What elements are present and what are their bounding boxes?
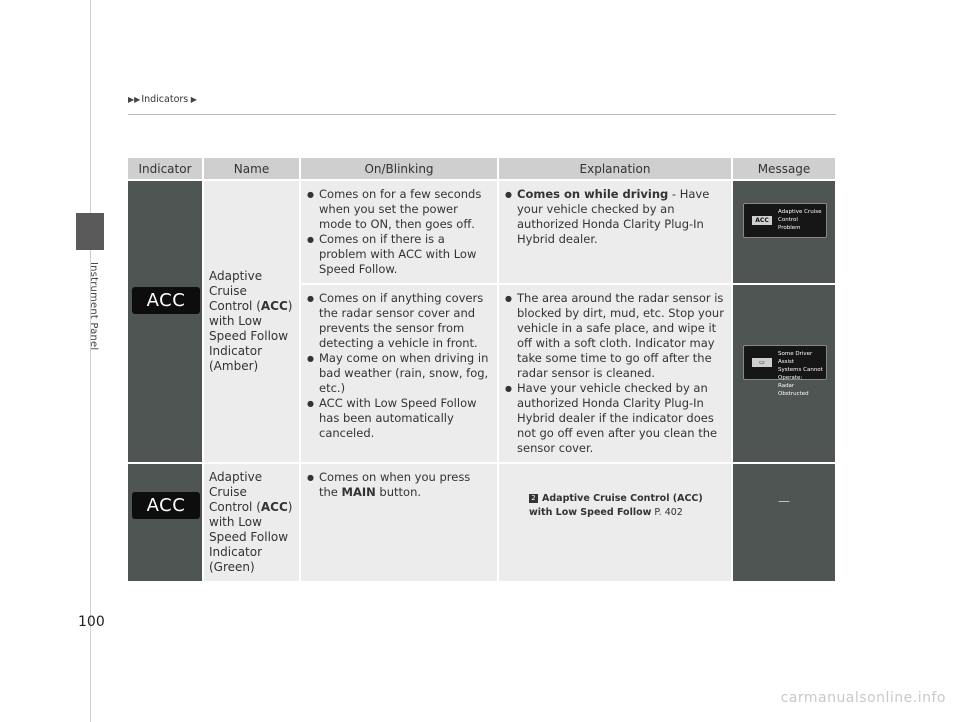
name-text: Adaptive Cruise Control ( xyxy=(209,470,263,514)
name-cell xyxy=(204,181,299,462)
message-display xyxy=(743,203,827,238)
breadcrumb-section[interactable]: Indicators xyxy=(141,94,189,105)
list-item: ● Comes on if there is a problem with ACC with Low Speed Follow. xyxy=(307,232,491,277)
radar-obstructed-icon: ▭ xyxy=(752,358,772,367)
cross-reference-link[interactable] xyxy=(499,464,731,520)
header-rule xyxy=(128,114,836,115)
header-explanation: Explanation xyxy=(499,158,731,179)
message-display xyxy=(743,345,827,397)
acc-message-icon: ACC xyxy=(752,216,772,225)
watermark: carmanualsonline.info xyxy=(780,690,946,706)
message-cell xyxy=(733,285,835,462)
on-bold: MAIN xyxy=(341,485,376,499)
list-item: ● Have your vehicle checked by an authorized Honda Clarity Plug-In Hybrid dealer if the indicator does not go off even after you clean the sensor cover. xyxy=(505,381,725,456)
list-item: ● Comes on if anything covers the radar sensor cover and prevents the sensor from detecting a vehicle in front. xyxy=(307,291,491,351)
indicator-table xyxy=(126,156,837,583)
on-blinking-cell xyxy=(301,181,497,283)
breadcrumb xyxy=(128,94,198,105)
list-item: ● ACC with Low Speed Follow has been automatically canceled. xyxy=(307,396,491,441)
list-item: ● Comes on for a few seconds when you set the power mode to ON, then goes off. xyxy=(307,187,491,232)
table-header-row xyxy=(128,158,835,179)
reference-icon: 2 xyxy=(529,494,538,503)
header-name: Name xyxy=(204,158,299,179)
page-number: 100 xyxy=(78,614,105,630)
acc-indicator-icon: ACC xyxy=(132,492,200,519)
explanation-cell xyxy=(499,464,731,581)
breadcrumb-arrow-icon: ▶▶ xyxy=(128,95,141,104)
on-text: Comes on when you press the xyxy=(319,470,471,499)
on-blinking-cell xyxy=(301,464,497,581)
message-cell xyxy=(733,181,835,283)
name-bold: ACC xyxy=(260,500,288,514)
list-item xyxy=(307,470,491,500)
name-bold: ACC xyxy=(260,299,288,313)
list-item: ● May come on when driving in bad weather (rain, snow, fog, etc.) xyxy=(307,351,491,396)
breadcrumb-arrow-icon: ▶ xyxy=(188,95,197,104)
on-blinking-cell xyxy=(301,285,497,462)
chapter-tab xyxy=(76,213,104,250)
name-text: ) with Low Speed Follow Indicator (Amber) xyxy=(209,299,293,373)
message-text: Some Driver Assist Systems Cannot Operate: Radar Obstructed xyxy=(778,351,823,397)
table-row xyxy=(128,464,835,581)
indicator-cell xyxy=(128,464,202,581)
header-indicator: Indicator xyxy=(128,158,202,179)
header-message: Message xyxy=(733,158,835,179)
name-text: Adaptive Cruise Control ( xyxy=(209,269,263,313)
reference-page: P. 402 xyxy=(651,507,683,518)
list-item xyxy=(505,187,725,247)
header-on-blinking: On/Blinking xyxy=(301,158,497,179)
message-cell: — xyxy=(733,464,835,581)
name-cell xyxy=(204,464,299,581)
explanation-text: - Have your vehicle checked by an authorized Honda Clarity Plug-In Hybrid dealer. xyxy=(517,187,710,246)
on-text: button. xyxy=(375,485,422,499)
reference-title: Adaptive Cruise Control (ACC) with Low Speed Follow xyxy=(529,493,703,518)
explanation-cell xyxy=(499,181,731,283)
acc-indicator-icon: ACC xyxy=(132,287,200,314)
table-row xyxy=(128,181,835,283)
message-text: Adaptive Cruise Control Problem xyxy=(778,209,822,231)
explanation-bold: Comes on while driving xyxy=(517,187,669,201)
name-text: ) with Low Speed Follow Indicator (Green) xyxy=(209,500,293,574)
explanation-cell xyxy=(499,285,731,462)
chapter-label: Instrument Panel xyxy=(88,262,99,351)
list-item: ● The area around the radar sensor is blocked by dirt, mud, etc. Stop your vehicle in a safe place, and wipe it off with a soft cloth. Indicator may take some time to go off after the radar sensor is cleaned. xyxy=(505,291,725,381)
indicator-cell xyxy=(128,181,202,462)
